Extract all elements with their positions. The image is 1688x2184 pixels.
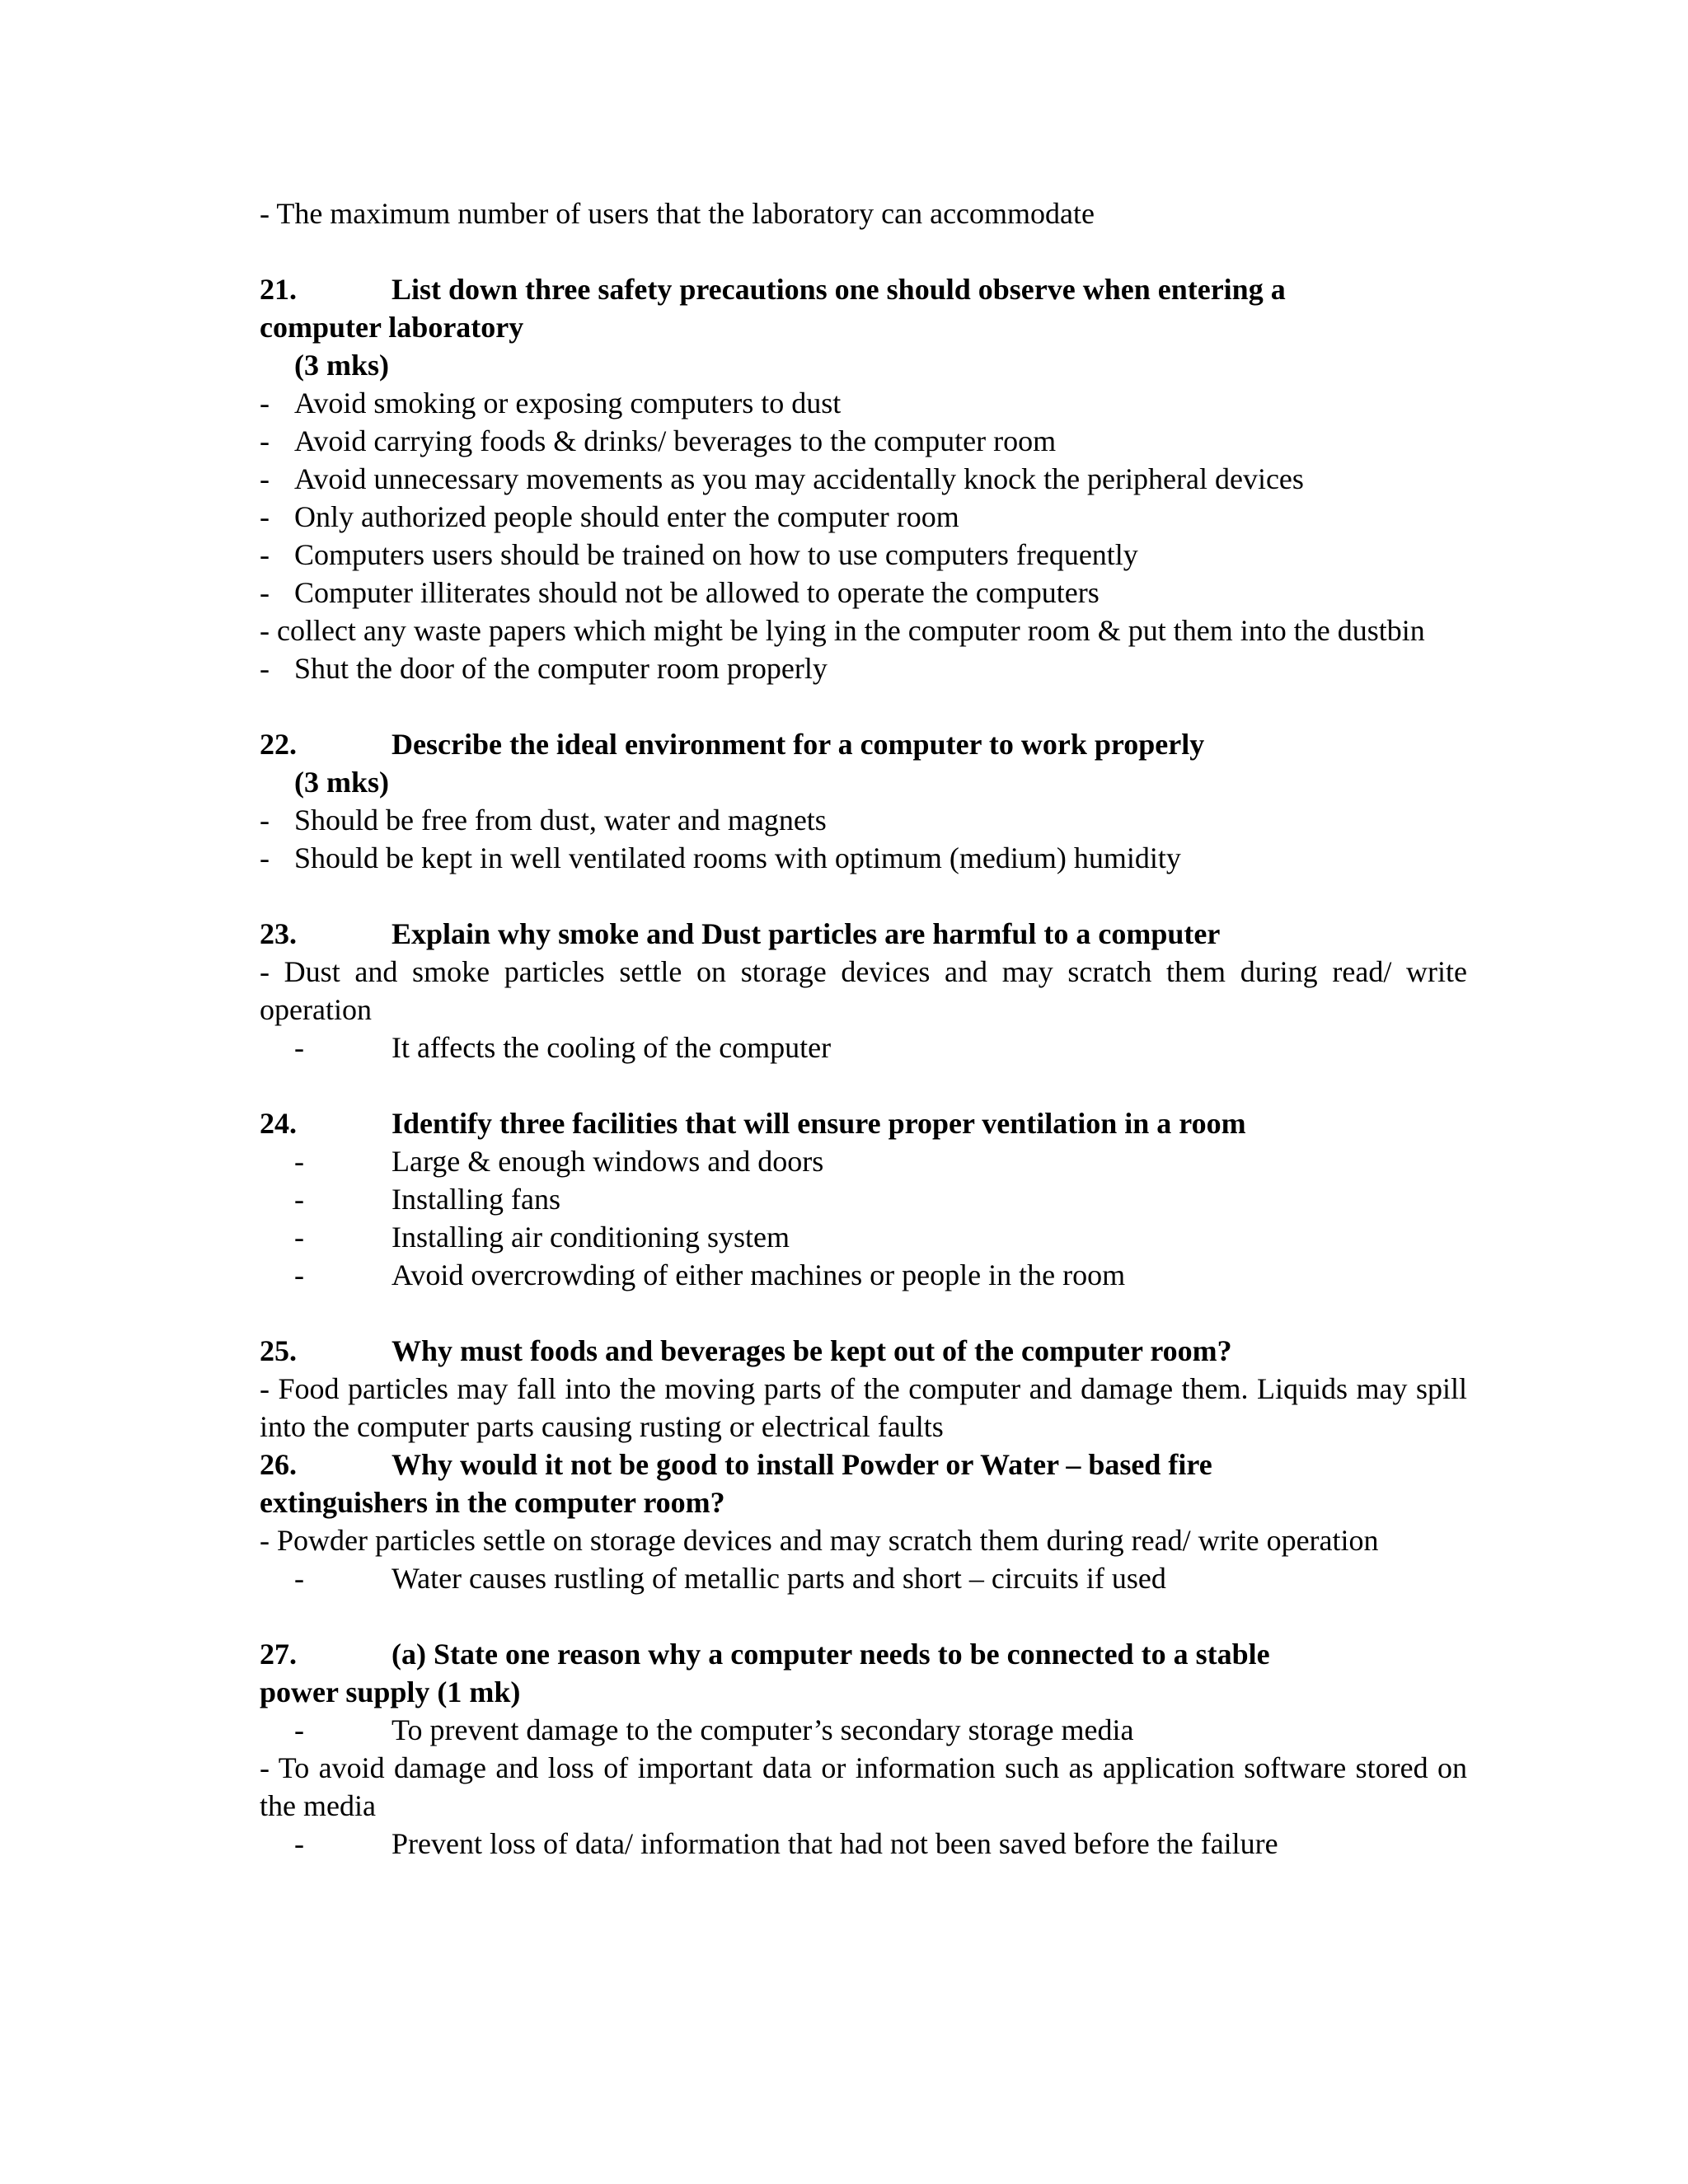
question-27: [260, 1635, 1467, 1863]
question-number: 27.: [260, 1638, 297, 1671]
question-number: 23.: [260, 917, 297, 950]
answer-item: - Should be kept in well ventilated rooms with optimum (medium) humidity: [260, 841, 1181, 874]
question-22: [260, 725, 1467, 877]
question-21: [260, 270, 1467, 687]
question-heading: 24. Identify three facilities that will ensure proper ventilation in a room: [260, 1104, 1467, 1142]
question-heading: 27. (a) State one reason why a computer needs to be connected to a stable: [260, 1635, 1467, 1673]
question-heading: 22. Describe the ideal environment for a computer to work properly: [260, 725, 1467, 763]
answer-item: - Installing air conditioning system: [294, 1221, 790, 1254]
intro-line: - The maximum number of users that the laboratory can accommodate: [260, 197, 1095, 230]
answer-item: - Only authorized people should enter the computer room: [260, 500, 959, 533]
question-heading-cont: computer laboratory: [260, 311, 524, 344]
page-content: [260, 194, 1467, 1863]
answer-item: - To prevent damage to the computer’s secondary storage media: [294, 1713, 1134, 1746]
question-24: [260, 1104, 1467, 1294]
answer-item: - Large & enough windows and doors: [294, 1145, 824, 1178]
answer-item: - collect any waste papers which might be lying in the computer room & put them into the dustbin: [260, 614, 1425, 647]
question-heading: 21. List down three safety precautions one should observe when entering a: [260, 270, 1467, 308]
answer-item: - Prevent loss of data/ information that had not been saved before the failure: [294, 1827, 1278, 1860]
answer-item: - Computer illiterates should not be allowed to operate the computers: [260, 576, 1100, 609]
question-heading: 25. Why must foods and beverages be kept out of the computer room?: [260, 1332, 1467, 1370]
marks-label: (3 mks): [294, 766, 389, 799]
marks-label: (3 mks): [294, 349, 389, 382]
answer-item: - Installing fans: [294, 1183, 560, 1216]
answer-item: - Computers users should be trained on how to use computers frequently: [260, 538, 1138, 571]
answer-item: - Avoid unnecessary movements as you may accidentally knock the peripheral devices: [260, 462, 1304, 495]
question-number: 21.: [260, 273, 297, 306]
question-heading-cont: power supply (1 mk): [260, 1675, 521, 1708]
question-heading-cont: extinguishers in the computer room?: [260, 1486, 725, 1519]
answer-item: - Avoid carrying foods & drinks/ beverages to the computer room: [260, 424, 1057, 457]
answer-item: - Avoid smoking or exposing computers to dust: [260, 387, 842, 419]
question-number: 22.: [260, 728, 297, 761]
answer-item: - Dust and smoke particles settle on storage devices and may scratch them during read/ write operation: [260, 955, 1467, 1026]
answer-item: - Avoid overcrowding of either machines or people in the room: [294, 1258, 1126, 1291]
answer-item: - Water causes rustling of metallic parts and short – circuits if used: [294, 1562, 1166, 1595]
answer-item: - It affects the cooling of the computer: [294, 1031, 832, 1064]
question-number: 25.: [260, 1334, 297, 1367]
answer-item: - Powder particles settle on storage devices and may scratch them during read/ write operation: [260, 1524, 1379, 1557]
question-26: [260, 1446, 1467, 1597]
question-25: [260, 1332, 1467, 1446]
question-heading: 26. Why would it not be good to install Powder or Water – based fire: [260, 1446, 1467, 1483]
question-number: 26.: [260, 1448, 297, 1481]
question-number: 24.: [260, 1107, 297, 1140]
question-23: [260, 915, 1467, 1066]
answer-item: - Food particles may fall into the moving parts of the computer and damage them. Liquids may spill into the computer parts causing rusting or electrical faults: [260, 1372, 1467, 1443]
answer-item: - To avoid damage and loss of important data or information such as application software stored on the media: [260, 1751, 1467, 1822]
answer-item: - Should be free from dust, water and magnets: [260, 804, 827, 837]
question-heading: 23. Explain why smoke and Dust particles are harmful to a computer: [260, 915, 1467, 953]
answer-item: - Shut the door of the computer room properly: [260, 652, 828, 685]
